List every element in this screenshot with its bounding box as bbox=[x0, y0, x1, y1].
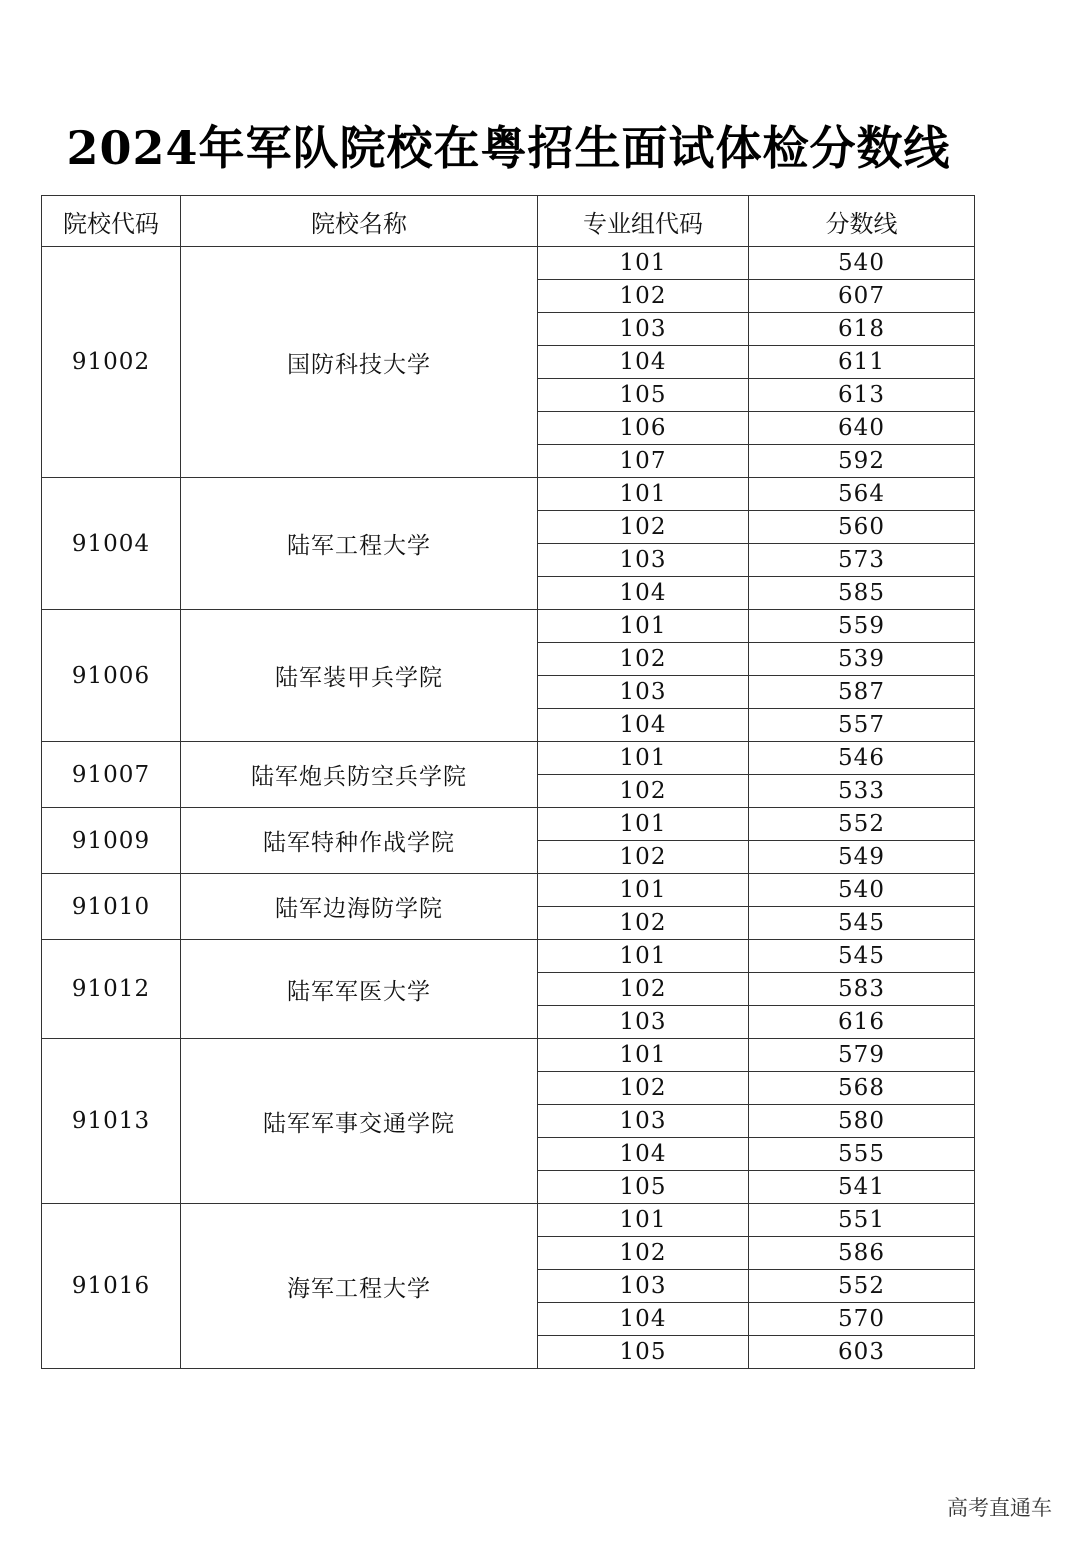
score-line-cell: 546 bbox=[749, 742, 975, 775]
table-row bbox=[42, 610, 975, 643]
score-line-cell: 618 bbox=[749, 313, 975, 346]
score-line-cell: 559 bbox=[749, 610, 975, 643]
group-code-cell: 101 bbox=[538, 874, 749, 907]
school-code-cell: 91007 bbox=[42, 742, 181, 808]
score-line-cell: 592 bbox=[749, 445, 975, 478]
school-name-cell: 陆军工程大学 bbox=[181, 478, 538, 610]
header-score-line: 分数线 bbox=[749, 196, 975, 247]
score-line-cell: 587 bbox=[749, 676, 975, 709]
school-code-cell: 91012 bbox=[42, 940, 181, 1039]
group-code-cell: 102 bbox=[538, 511, 749, 544]
group-code-cell: 102 bbox=[538, 841, 749, 874]
group-code-cell: 103 bbox=[538, 313, 749, 346]
score-line-cell: 549 bbox=[749, 841, 975, 874]
score-line-cell: 541 bbox=[749, 1171, 975, 1204]
score-line-cell: 555 bbox=[749, 1138, 975, 1171]
score-line-cell: 552 bbox=[749, 1270, 975, 1303]
table-row bbox=[42, 1039, 975, 1072]
school-code-cell: 91002 bbox=[42, 247, 181, 478]
score-line-cell: 564 bbox=[749, 478, 975, 511]
school-code-cell: 91004 bbox=[42, 478, 181, 610]
group-code-cell: 101 bbox=[538, 247, 749, 280]
score-line-cell: 607 bbox=[749, 280, 975, 313]
school-code-cell: 91010 bbox=[42, 874, 181, 940]
school-name-cell: 陆军军事交通学院 bbox=[181, 1039, 538, 1204]
score-line-cell: 616 bbox=[749, 1006, 975, 1039]
table-row bbox=[42, 808, 975, 841]
group-code-cell: 105 bbox=[538, 379, 749, 412]
school-code-cell: 91013 bbox=[42, 1039, 181, 1204]
group-code-cell: 104 bbox=[538, 1138, 749, 1171]
header-group-code: 专业组代码 bbox=[538, 196, 749, 247]
score-line-cell: 603 bbox=[749, 1336, 975, 1369]
group-code-cell: 101 bbox=[538, 940, 749, 973]
group-code-cell: 101 bbox=[538, 808, 749, 841]
score-line-cell: 611 bbox=[749, 346, 975, 379]
group-code-cell: 102 bbox=[538, 1237, 749, 1270]
score-line-cell: 573 bbox=[749, 544, 975, 577]
score-line-cell: 568 bbox=[749, 1072, 975, 1105]
group-code-cell: 102 bbox=[538, 1072, 749, 1105]
score-line-cell: 533 bbox=[749, 775, 975, 808]
group-code-cell: 103 bbox=[538, 1006, 749, 1039]
table-row bbox=[42, 874, 975, 907]
school-name-cell: 陆军装甲兵学院 bbox=[181, 610, 538, 742]
table-header-row bbox=[42, 196, 975, 247]
group-code-cell: 101 bbox=[538, 742, 749, 775]
table-row bbox=[42, 742, 975, 775]
score-line-cell: 585 bbox=[749, 577, 975, 610]
group-code-cell: 103 bbox=[538, 1270, 749, 1303]
school-name-cell: 陆军炮兵防空兵学院 bbox=[181, 742, 538, 808]
group-code-cell: 103 bbox=[538, 544, 749, 577]
table-row bbox=[42, 940, 975, 973]
score-line-cell: 539 bbox=[749, 643, 975, 676]
table-row bbox=[42, 1204, 975, 1237]
score-line-cell: 540 bbox=[749, 247, 975, 280]
header-school-name: 院校名称 bbox=[181, 196, 538, 247]
group-code-cell: 101 bbox=[538, 478, 749, 511]
table-row bbox=[42, 478, 975, 511]
group-code-cell: 104 bbox=[538, 577, 749, 610]
score-line-cell: 580 bbox=[749, 1105, 975, 1138]
group-code-cell: 102 bbox=[538, 907, 749, 940]
school-code-cell: 91016 bbox=[42, 1204, 181, 1369]
group-code-cell: 102 bbox=[538, 973, 749, 1006]
group-code-cell: 101 bbox=[538, 1039, 749, 1072]
school-name-cell: 陆军特种作战学院 bbox=[181, 808, 538, 874]
group-code-cell: 102 bbox=[538, 280, 749, 313]
table-row bbox=[42, 247, 975, 280]
group-code-cell: 104 bbox=[538, 1303, 749, 1336]
group-code-cell: 107 bbox=[538, 445, 749, 478]
school-name-cell: 国防科技大学 bbox=[181, 247, 538, 478]
score-line-cell: 579 bbox=[749, 1039, 975, 1072]
score-line-cell: 640 bbox=[749, 412, 975, 445]
group-code-cell: 103 bbox=[538, 1105, 749, 1138]
score-line-cell: 545 bbox=[749, 940, 975, 973]
group-code-cell: 103 bbox=[538, 676, 749, 709]
page-title: 2024年军队院校在粤招生面试体检分数线 bbox=[66, 121, 951, 175]
header-school-code: 院校代码 bbox=[42, 196, 181, 247]
group-code-cell: 104 bbox=[538, 346, 749, 379]
score-line-cell: 583 bbox=[749, 973, 975, 1006]
score-line-cell: 552 bbox=[749, 808, 975, 841]
score-table bbox=[41, 195, 975, 1369]
group-code-cell: 104 bbox=[538, 709, 749, 742]
school-code-cell: 91006 bbox=[42, 610, 181, 742]
score-line-cell: 613 bbox=[749, 379, 975, 412]
watermark: 高考直通车 bbox=[947, 1496, 1052, 1520]
school-code-cell: 91009 bbox=[42, 808, 181, 874]
school-name-cell: 陆军边海防学院 bbox=[181, 874, 538, 940]
score-line-cell: 570 bbox=[749, 1303, 975, 1336]
group-code-cell: 106 bbox=[538, 412, 749, 445]
group-code-cell: 105 bbox=[538, 1336, 749, 1369]
score-line-cell: 586 bbox=[749, 1237, 975, 1270]
score-line-cell: 540 bbox=[749, 874, 975, 907]
score-line-cell: 551 bbox=[749, 1204, 975, 1237]
group-code-cell: 102 bbox=[538, 643, 749, 676]
school-name-cell: 陆军军医大学 bbox=[181, 940, 538, 1039]
score-line-cell: 557 bbox=[749, 709, 975, 742]
table-body bbox=[42, 247, 975, 1369]
score-line-cell: 545 bbox=[749, 907, 975, 940]
group-code-cell: 101 bbox=[538, 610, 749, 643]
group-code-cell: 105 bbox=[538, 1171, 749, 1204]
score-line-cell: 560 bbox=[749, 511, 975, 544]
group-code-cell: 102 bbox=[538, 775, 749, 808]
school-name-cell: 海军工程大学 bbox=[181, 1204, 538, 1369]
group-code-cell: 101 bbox=[538, 1204, 749, 1237]
